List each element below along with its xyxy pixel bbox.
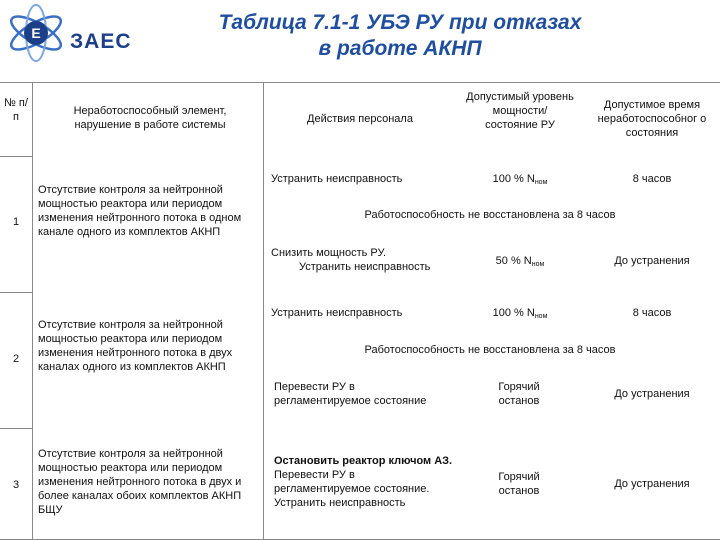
title-line-2: в работе АКНП (318, 37, 482, 60)
row-2-power-2: Горячий останов (498, 381, 540, 407)
atom-logo-icon (4, 2, 68, 64)
grid-line (0, 292, 32, 293)
row-2-time-2: До устранения (614, 388, 690, 400)
row-3-num: 3 (12, 479, 20, 491)
row-1-num: 1 (12, 216, 20, 228)
header-element: Неработоспособный элемент, нарушение в работе системы (73, 105, 227, 131)
row-2-power-1 (465, 306, 575, 324)
grid-line (0, 156, 32, 157)
row-3-action-rest: Перевести РУ в регламентируемое состояние. Устранить неисправность (274, 469, 430, 509)
row-3-power: Горячий останов (498, 471, 540, 497)
row-2-num: 2 (12, 353, 20, 365)
header-power: Допустимый уровень мощности/ состояние РУ (466, 91, 574, 131)
row-2-action-1: Устранить неисправность (271, 307, 403, 319)
row-1-power-2-sub: ном (531, 261, 545, 268)
header-actions: Действия персонала (307, 113, 413, 125)
row-3-element: Отсутствие контроля за нейтронной мощностью реактора или периодом изменения нейтронного потока в двух и более каналах обоих комплектов АКНП БЩУ (38, 448, 242, 516)
row-1-element: Отсутствие контроля за нейтронной мощностью реактора или периодом изменения нейтронного потока в одном канале одного из комплектов АКНП (38, 184, 242, 238)
row-1-span-note: Работоспособность не восстановлена за 8 часов (364, 209, 616, 221)
row-1-time-2: До устранения (614, 255, 690, 267)
row-1-action-2-line-1: Снизить мощность РУ. (271, 247, 387, 259)
row-2-span-note: Работоспособность не восстановлена за 8 часов (364, 344, 616, 356)
company-logo (4, 2, 144, 64)
grid-line (263, 82, 264, 540)
grid-line (0, 428, 32, 429)
header-time: Допустимое время неработоспособног о состояния (597, 99, 707, 139)
title-line-1: Таблица 7.1-1 УБЭ РУ при отказах (218, 11, 582, 34)
row-1-power-2 (465, 254, 575, 272)
row-1-action-1: Устранить неисправность (271, 173, 403, 185)
header-num: № п/ п (4, 97, 28, 123)
grid-line (0, 82, 720, 83)
row-1-power-1-value: 100 % N (492, 173, 535, 185)
row-1-action-2 (271, 246, 461, 274)
row-1-power-1 (465, 172, 575, 190)
row-2-element: Отсутствие контроля за нейтронной мощностью реактора или периодом изменения нейтронного потока в двух каналах одного из комплектов АКНП (38, 319, 233, 373)
row-2-power-1-value: 100 % N (492, 307, 535, 319)
row-1-time-1: 8 часов (632, 173, 672, 185)
row-3-time: До устранения (614, 478, 690, 490)
logo-text: ЗАЕС (70, 30, 132, 53)
svg-text:Е: Е (31, 25, 41, 41)
row-2-power-1-sub: ном (534, 313, 548, 320)
row-2-action-2: Перевести РУ в регламентируемое состояние (274, 381, 427, 407)
data-table (0, 82, 720, 540)
row-2-time-1: 8 часов (632, 307, 672, 319)
grid-line (32, 82, 33, 540)
row-1-power-2-value: 50 % N (495, 255, 532, 267)
row-3-action-bold: Остановить реактор ключом АЗ. (274, 455, 453, 467)
row-1-action-2-line-2: Устранить неисправность (299, 261, 431, 273)
row-1-power-1-sub: ном (534, 179, 548, 186)
page-title (150, 10, 650, 62)
row-3-action (274, 454, 454, 510)
